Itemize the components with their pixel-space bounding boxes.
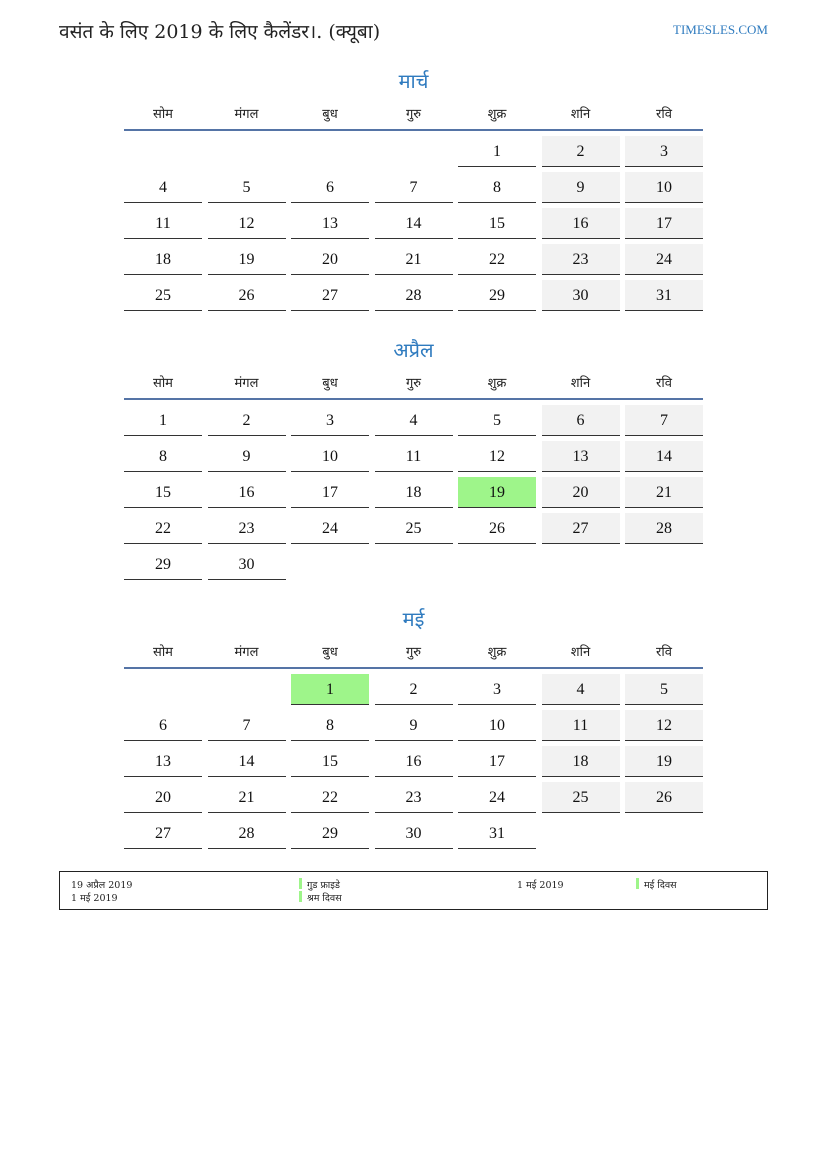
- day-cell: 26: [208, 280, 286, 311]
- day-cell: 27: [542, 513, 620, 544]
- day-cell: 23: [542, 244, 620, 275]
- legend-holiday-name: मई दिवस: [644, 880, 677, 891]
- weekday-label: शुक्र: [487, 106, 507, 122]
- week-row: [124, 674, 703, 710]
- day-cell: 2: [375, 674, 453, 705]
- day-cell: 12: [625, 710, 703, 741]
- day-cell: 25: [375, 513, 453, 544]
- day-cell: 24: [625, 244, 703, 275]
- month-block: [124, 66, 703, 316]
- weekday-header: [124, 96, 703, 131]
- empty-day-cell: [291, 549, 369, 580]
- week-row: [124, 818, 703, 854]
- day-cell: 21: [625, 477, 703, 508]
- day-cell: 6: [124, 710, 202, 741]
- day-cell: 5: [458, 405, 536, 436]
- day-cell: 30: [542, 280, 620, 311]
- weekday-label: शनि: [570, 375, 591, 391]
- day-cell: 2: [542, 136, 620, 167]
- month-block: [124, 335, 703, 585]
- empty-day-cell: [458, 549, 536, 580]
- legend-holiday-name: श्रम दिवस: [307, 893, 342, 904]
- weekday-label: मंगल: [234, 375, 259, 391]
- day-cell: 21: [208, 782, 286, 813]
- weekday-label: सोम: [153, 375, 173, 391]
- day-cell: 10: [458, 710, 536, 741]
- day-cell: 20: [124, 782, 202, 813]
- day-cell: 8: [458, 172, 536, 203]
- week-row: [124, 477, 703, 513]
- holiday-color-marker: [299, 878, 302, 889]
- day-cell: 29: [458, 280, 536, 311]
- weekday-label: गुरु: [405, 106, 422, 122]
- week-row: [124, 244, 703, 280]
- empty-day-cell: [625, 818, 703, 849]
- day-cell: 15: [458, 208, 536, 239]
- week-row: [124, 172, 703, 208]
- weekday-label: सोम: [153, 106, 173, 122]
- day-cell: 28: [625, 513, 703, 544]
- day-cell: 9: [208, 441, 286, 472]
- day-cell: 23: [375, 782, 453, 813]
- day-cell: 13: [124, 746, 202, 777]
- week-row: [124, 405, 703, 441]
- empty-day-cell: [208, 136, 286, 167]
- day-cell: 8: [124, 441, 202, 472]
- day-cell: 30: [375, 818, 453, 849]
- week-row: [124, 782, 703, 818]
- legend-date: 1 मई 2019: [517, 880, 564, 891]
- day-cell: 28: [208, 818, 286, 849]
- month-block: [124, 604, 703, 854]
- day-cell: 17: [291, 477, 369, 508]
- day-cell: 9: [375, 710, 453, 741]
- day-cell: 13: [291, 208, 369, 239]
- day-cell: 4: [124, 172, 202, 203]
- week-row: [124, 280, 703, 316]
- day-cell: 10: [625, 172, 703, 203]
- legend-holiday-name: गुड फ्राइडे: [307, 880, 340, 891]
- day-cell: 26: [458, 513, 536, 544]
- holiday-color-marker: [299, 891, 302, 902]
- day-cell: 7: [625, 405, 703, 436]
- day-cell: 25: [542, 782, 620, 813]
- weekday-label: बुध: [322, 106, 338, 122]
- empty-day-cell: [542, 818, 620, 849]
- weekday-label: रवि: [656, 644, 672, 660]
- weekday-label: रवि: [656, 375, 672, 391]
- day-cell: 17: [458, 746, 536, 777]
- weekday-label: शनि: [570, 106, 591, 122]
- day-cell: 29: [291, 818, 369, 849]
- day-cell: 31: [458, 818, 536, 849]
- day-cell: 1: [291, 674, 369, 705]
- weekday-label: शुक्र: [487, 644, 507, 660]
- day-cell: 8: [291, 710, 369, 741]
- empty-day-cell: [375, 549, 453, 580]
- day-cell: 7: [375, 172, 453, 203]
- weekday-label: रवि: [656, 106, 672, 122]
- day-cell: 22: [291, 782, 369, 813]
- weekday-label: गुरु: [405, 644, 422, 660]
- week-row: [124, 513, 703, 549]
- day-cell: 18: [375, 477, 453, 508]
- day-cell: 25: [124, 280, 202, 311]
- legend-date: 1 मई 2019: [71, 893, 118, 904]
- day-cell: 27: [291, 280, 369, 311]
- day-cell: 14: [625, 441, 703, 472]
- day-cell: 3: [458, 674, 536, 705]
- day-cell: 11: [375, 441, 453, 472]
- day-cell: 20: [291, 244, 369, 275]
- weekday-label: मंगल: [234, 106, 259, 122]
- day-cell: 6: [291, 172, 369, 203]
- day-cell: 30: [208, 549, 286, 580]
- empty-day-cell: [124, 136, 202, 167]
- holiday-legend: [59, 871, 768, 910]
- day-cell: 11: [124, 208, 202, 239]
- week-row: [124, 136, 703, 172]
- day-cell: 14: [375, 208, 453, 239]
- day-cell: 21: [375, 244, 453, 275]
- legend-date: 19 अप्रैल 2019: [71, 880, 133, 891]
- page-title: वसंत के लिए 2019 के लिए कैलेंडर।. (क्यूबा): [59, 21, 381, 43]
- day-cell: 9: [542, 172, 620, 203]
- day-cell: 14: [208, 746, 286, 777]
- month-title: अप्रैल: [393, 338, 434, 362]
- day-cell: 19: [458, 477, 536, 508]
- month-title: मार्च: [398, 69, 429, 93]
- day-cell: 16: [208, 477, 286, 508]
- weekday-header: [124, 634, 703, 669]
- week-row: [124, 710, 703, 746]
- week-row: [124, 549, 703, 585]
- holiday-color-marker: [636, 878, 639, 889]
- day-cell: 11: [542, 710, 620, 741]
- day-cell: 4: [375, 405, 453, 436]
- day-cell: 22: [458, 244, 536, 275]
- day-cell: 6: [542, 405, 620, 436]
- day-cell: 4: [542, 674, 620, 705]
- day-cell: 24: [291, 513, 369, 544]
- empty-day-cell: [291, 136, 369, 167]
- month-title: मई: [402, 607, 425, 631]
- day-cell: 19: [625, 746, 703, 777]
- day-cell: 10: [291, 441, 369, 472]
- week-row: [124, 208, 703, 244]
- day-cell: 20: [542, 477, 620, 508]
- day-cell: 23: [208, 513, 286, 544]
- weekday-label: बुध: [322, 644, 338, 660]
- day-cell: 29: [124, 549, 202, 580]
- day-cell: 15: [291, 746, 369, 777]
- weekday-label: गुरु: [405, 375, 422, 391]
- day-cell: 19: [208, 244, 286, 275]
- day-cell: 5: [625, 674, 703, 705]
- day-cell: 18: [542, 746, 620, 777]
- day-cell: 12: [458, 441, 536, 472]
- day-cell: 27: [124, 818, 202, 849]
- day-cell: 7: [208, 710, 286, 741]
- day-cell: 12: [208, 208, 286, 239]
- day-cell: 1: [124, 405, 202, 436]
- weekday-header: [124, 365, 703, 400]
- empty-day-cell: [625, 549, 703, 580]
- empty-day-cell: [124, 674, 202, 705]
- day-cell: 18: [124, 244, 202, 275]
- site-link[interactable]: TIMESLES.COM: [673, 22, 768, 37]
- weekday-label: शनि: [570, 644, 591, 660]
- day-cell: 31: [625, 280, 703, 311]
- day-cell: 15: [124, 477, 202, 508]
- day-cell: 16: [375, 746, 453, 777]
- day-cell: 16: [542, 208, 620, 239]
- day-cell: 5: [208, 172, 286, 203]
- day-cell: 2: [208, 405, 286, 436]
- day-cell: 22: [124, 513, 202, 544]
- empty-day-cell: [542, 549, 620, 580]
- day-cell: 1: [458, 136, 536, 167]
- day-cell: 17: [625, 208, 703, 239]
- week-row: [124, 441, 703, 477]
- week-row: [124, 746, 703, 782]
- empty-day-cell: [208, 674, 286, 705]
- day-cell: 3: [291, 405, 369, 436]
- day-cell: 28: [375, 280, 453, 311]
- day-cell: 3: [625, 136, 703, 167]
- day-cell: 24: [458, 782, 536, 813]
- day-cell: 26: [625, 782, 703, 813]
- empty-day-cell: [375, 136, 453, 167]
- day-cell: 13: [542, 441, 620, 472]
- weekday-label: मंगल: [234, 644, 259, 660]
- weekday-label: बुध: [322, 375, 338, 391]
- weekday-label: शुक्र: [487, 375, 507, 391]
- weekday-label: सोम: [153, 644, 173, 660]
